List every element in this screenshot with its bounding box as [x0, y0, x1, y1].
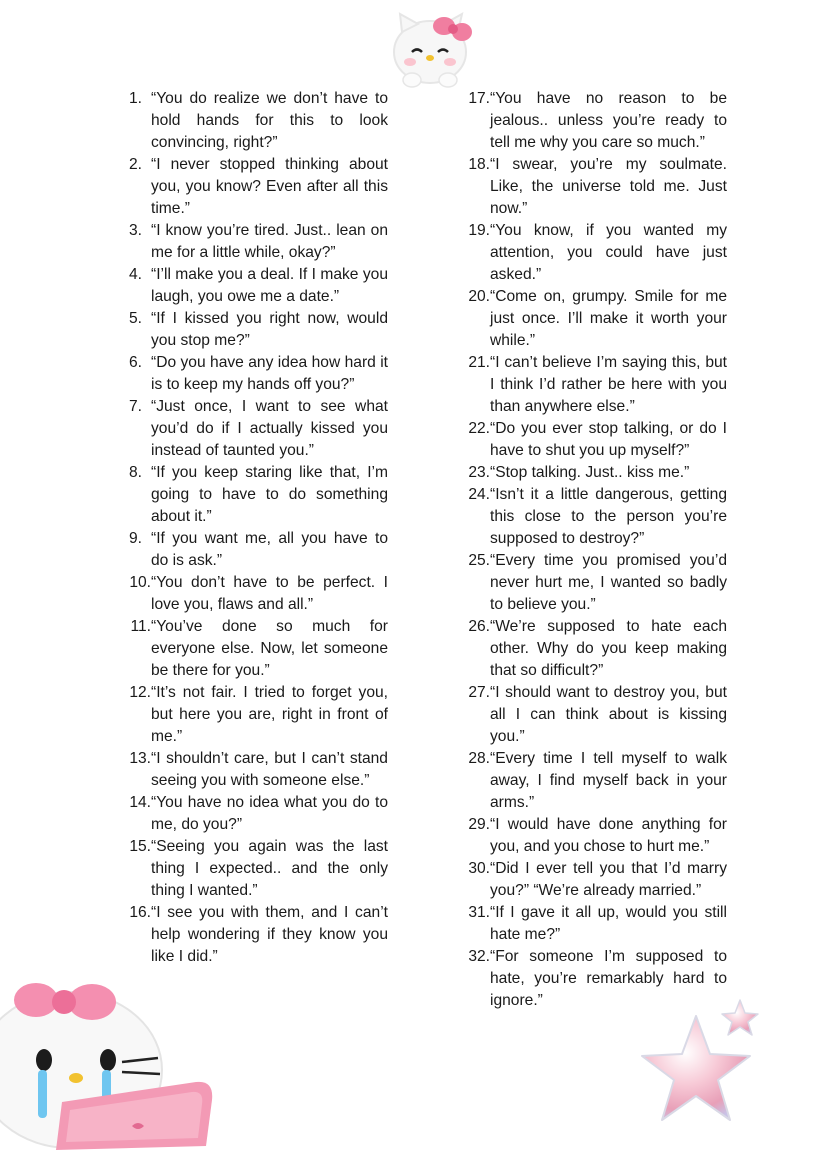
item-number: 13. [129, 750, 151, 767]
quote-text: “I shouldn’t care, but I can’t stand seeing you with someone else.” [151, 750, 388, 789]
quote-text: “You’ve done so much for everyone else. Now, let someone be there for you.” [151, 618, 388, 679]
list-item [459, 484, 727, 550]
list-item [120, 902, 388, 968]
list-item [459, 682, 727, 748]
quote-text: “Do you have any idea how hard it is to keep my hands off you?” [151, 354, 388, 393]
item-number: 2. [128, 156, 142, 173]
list-item [459, 286, 727, 352]
item-number: 11. [130, 618, 151, 635]
crying-cat-laptop-icon [0, 970, 230, 1150]
item-number: 8. [128, 464, 142, 481]
item-number: 7. [128, 398, 142, 415]
list-item [120, 220, 388, 264]
list-item [120, 88, 388, 154]
list-item [459, 858, 727, 902]
quote-text: “For someone I’m supposed to hate, you’re remarkably hard to ignore.” [490, 948, 727, 1009]
list-item [459, 418, 727, 462]
quote-text: “If you want me, all you have to do is ask.” [151, 530, 388, 569]
item-number: 12. [129, 684, 151, 701]
quote-text: “Seeing you again was the last thing I expected.. and the only thing I wanted.” [151, 838, 388, 899]
list-item [459, 462, 727, 484]
item-number: 15. [129, 838, 151, 855]
item-number: 14. [129, 794, 151, 811]
cat-bow-icon [382, 6, 478, 94]
list-item [120, 154, 388, 220]
list-item [120, 616, 388, 682]
star-icon [636, 998, 766, 1128]
item-number: 1. [128, 90, 142, 107]
list-item [459, 88, 727, 154]
quote-text: “I should want to destroy you, but all I can think about is kissing you.” [490, 684, 727, 745]
quote-text: “Every time I tell myself to walk away, I find myself back in your arms.” [490, 750, 727, 811]
quote-text: “I see you with them, and I can’t help wondering if they know you like I did.” [151, 904, 388, 965]
item-number: 32. [468, 948, 490, 965]
list-item [120, 528, 388, 572]
list-item [120, 264, 388, 308]
quote-text: “Did I ever tell you that I’d marry you?” “We’re already married.” [490, 860, 727, 899]
item-number: 23. [468, 464, 490, 481]
list-item [120, 572, 388, 616]
quote-text: “It’s not fair. I tried to forget you, but here you are, right in front of me.” [151, 684, 388, 745]
quote-text: “I know you’re tired. Just.. lean on me for a little while, okay?” [151, 222, 388, 261]
quote-text: “I never stopped thinking about you, you know? Even after all this time.” [151, 156, 388, 217]
list-item [459, 616, 727, 682]
item-number: 22. [468, 420, 490, 437]
item-number: 5. [128, 310, 142, 327]
quote-text: “Just once, I want to see what you’d do if I actually kissed you instead of taunted you.” [151, 398, 388, 459]
item-number: 6. [128, 354, 142, 371]
list-item [120, 836, 388, 902]
list-item [459, 550, 727, 616]
item-number: 31. [468, 904, 490, 921]
quote-text: “Do you ever stop talking, or do I have to shut you up myself?” [490, 420, 727, 459]
quote-text: “I swear, you’re my soulmate. Like, the universe told me. Just now.” [490, 156, 727, 217]
item-number: 20. [468, 288, 490, 305]
quote-text: “If you keep staring like that, I’m going to have to do something about it.” [151, 464, 388, 525]
item-number: 18. [468, 156, 490, 173]
quote-text: “If I gave it all up, would you still hate me?” [490, 904, 727, 943]
item-number: 9. [128, 530, 142, 547]
list-item [120, 748, 388, 792]
item-number: 29. [468, 816, 490, 833]
item-number: 25. [468, 552, 490, 569]
item-number: 26. [468, 618, 490, 635]
quote-text: “You have no idea what you do to me, do you?” [151, 794, 388, 833]
quote-text: “Stop talking. Just.. kiss me.” [490, 464, 690, 481]
list-item [120, 308, 388, 352]
quote-text: “If I kissed you right now, would you stop me?” [151, 310, 388, 349]
list-item [120, 396, 388, 462]
quote-text: “Every time you promised you’d never hurt me, I wanted so badly to believe you.” [490, 552, 727, 613]
list-item [459, 220, 727, 286]
item-number: 24. [468, 486, 490, 503]
item-number: 10. [129, 574, 151, 591]
list-item [459, 814, 727, 858]
item-number: 4. [128, 266, 142, 283]
list-item [120, 352, 388, 396]
item-number: 21. [468, 354, 490, 371]
quote-text: “You know, if you wanted my attention, you could have just asked.” [490, 222, 727, 283]
quote-text: “Isn’t it a little dangerous, getting this close to the person you’re supposed to destroy?” [490, 486, 727, 547]
list-item [459, 748, 727, 814]
item-number: 27. [468, 684, 490, 701]
quote-text: “You do realize we don’t have to hold hands for this to look convincing, right?” [151, 90, 388, 151]
item-number: 28. [468, 750, 490, 767]
list-item [120, 682, 388, 748]
quote-text: “I would have done anything for you, and you chose to hurt me.” [490, 816, 727, 855]
item-number: 30. [468, 860, 490, 877]
quote-text: “You don’t have to be perfect. I love you, flaws and all.” [151, 574, 388, 613]
list-item [459, 352, 727, 418]
quote-list-right [459, 88, 727, 1012]
quote-text: “You have no reason to be jealous.. unless you’re ready to tell me why you care so much.” [490, 90, 727, 151]
quote-text: “I can’t believe I’m saying this, but I think I’d rather be here with you than anywhere else.” [490, 354, 727, 415]
quote-text: “We’re supposed to hate each other. Why do you keep making that so difficult?” [490, 618, 727, 679]
quote-text: “I’ll make you a deal. If I make you laugh, you owe me a date.” [151, 266, 388, 305]
list-item [120, 792, 388, 836]
item-number: 16. [129, 904, 151, 921]
item-number: 19. [468, 222, 490, 239]
item-number: 17. [468, 90, 490, 107]
list-item [459, 902, 727, 946]
quote-text: “Come on, grumpy. Smile for me just once. I’ll make it worth your while.” [490, 288, 727, 349]
list-item [120, 462, 388, 528]
list-item [459, 154, 727, 220]
item-number: 3. [128, 222, 142, 239]
quote-list-left [120, 88, 388, 968]
